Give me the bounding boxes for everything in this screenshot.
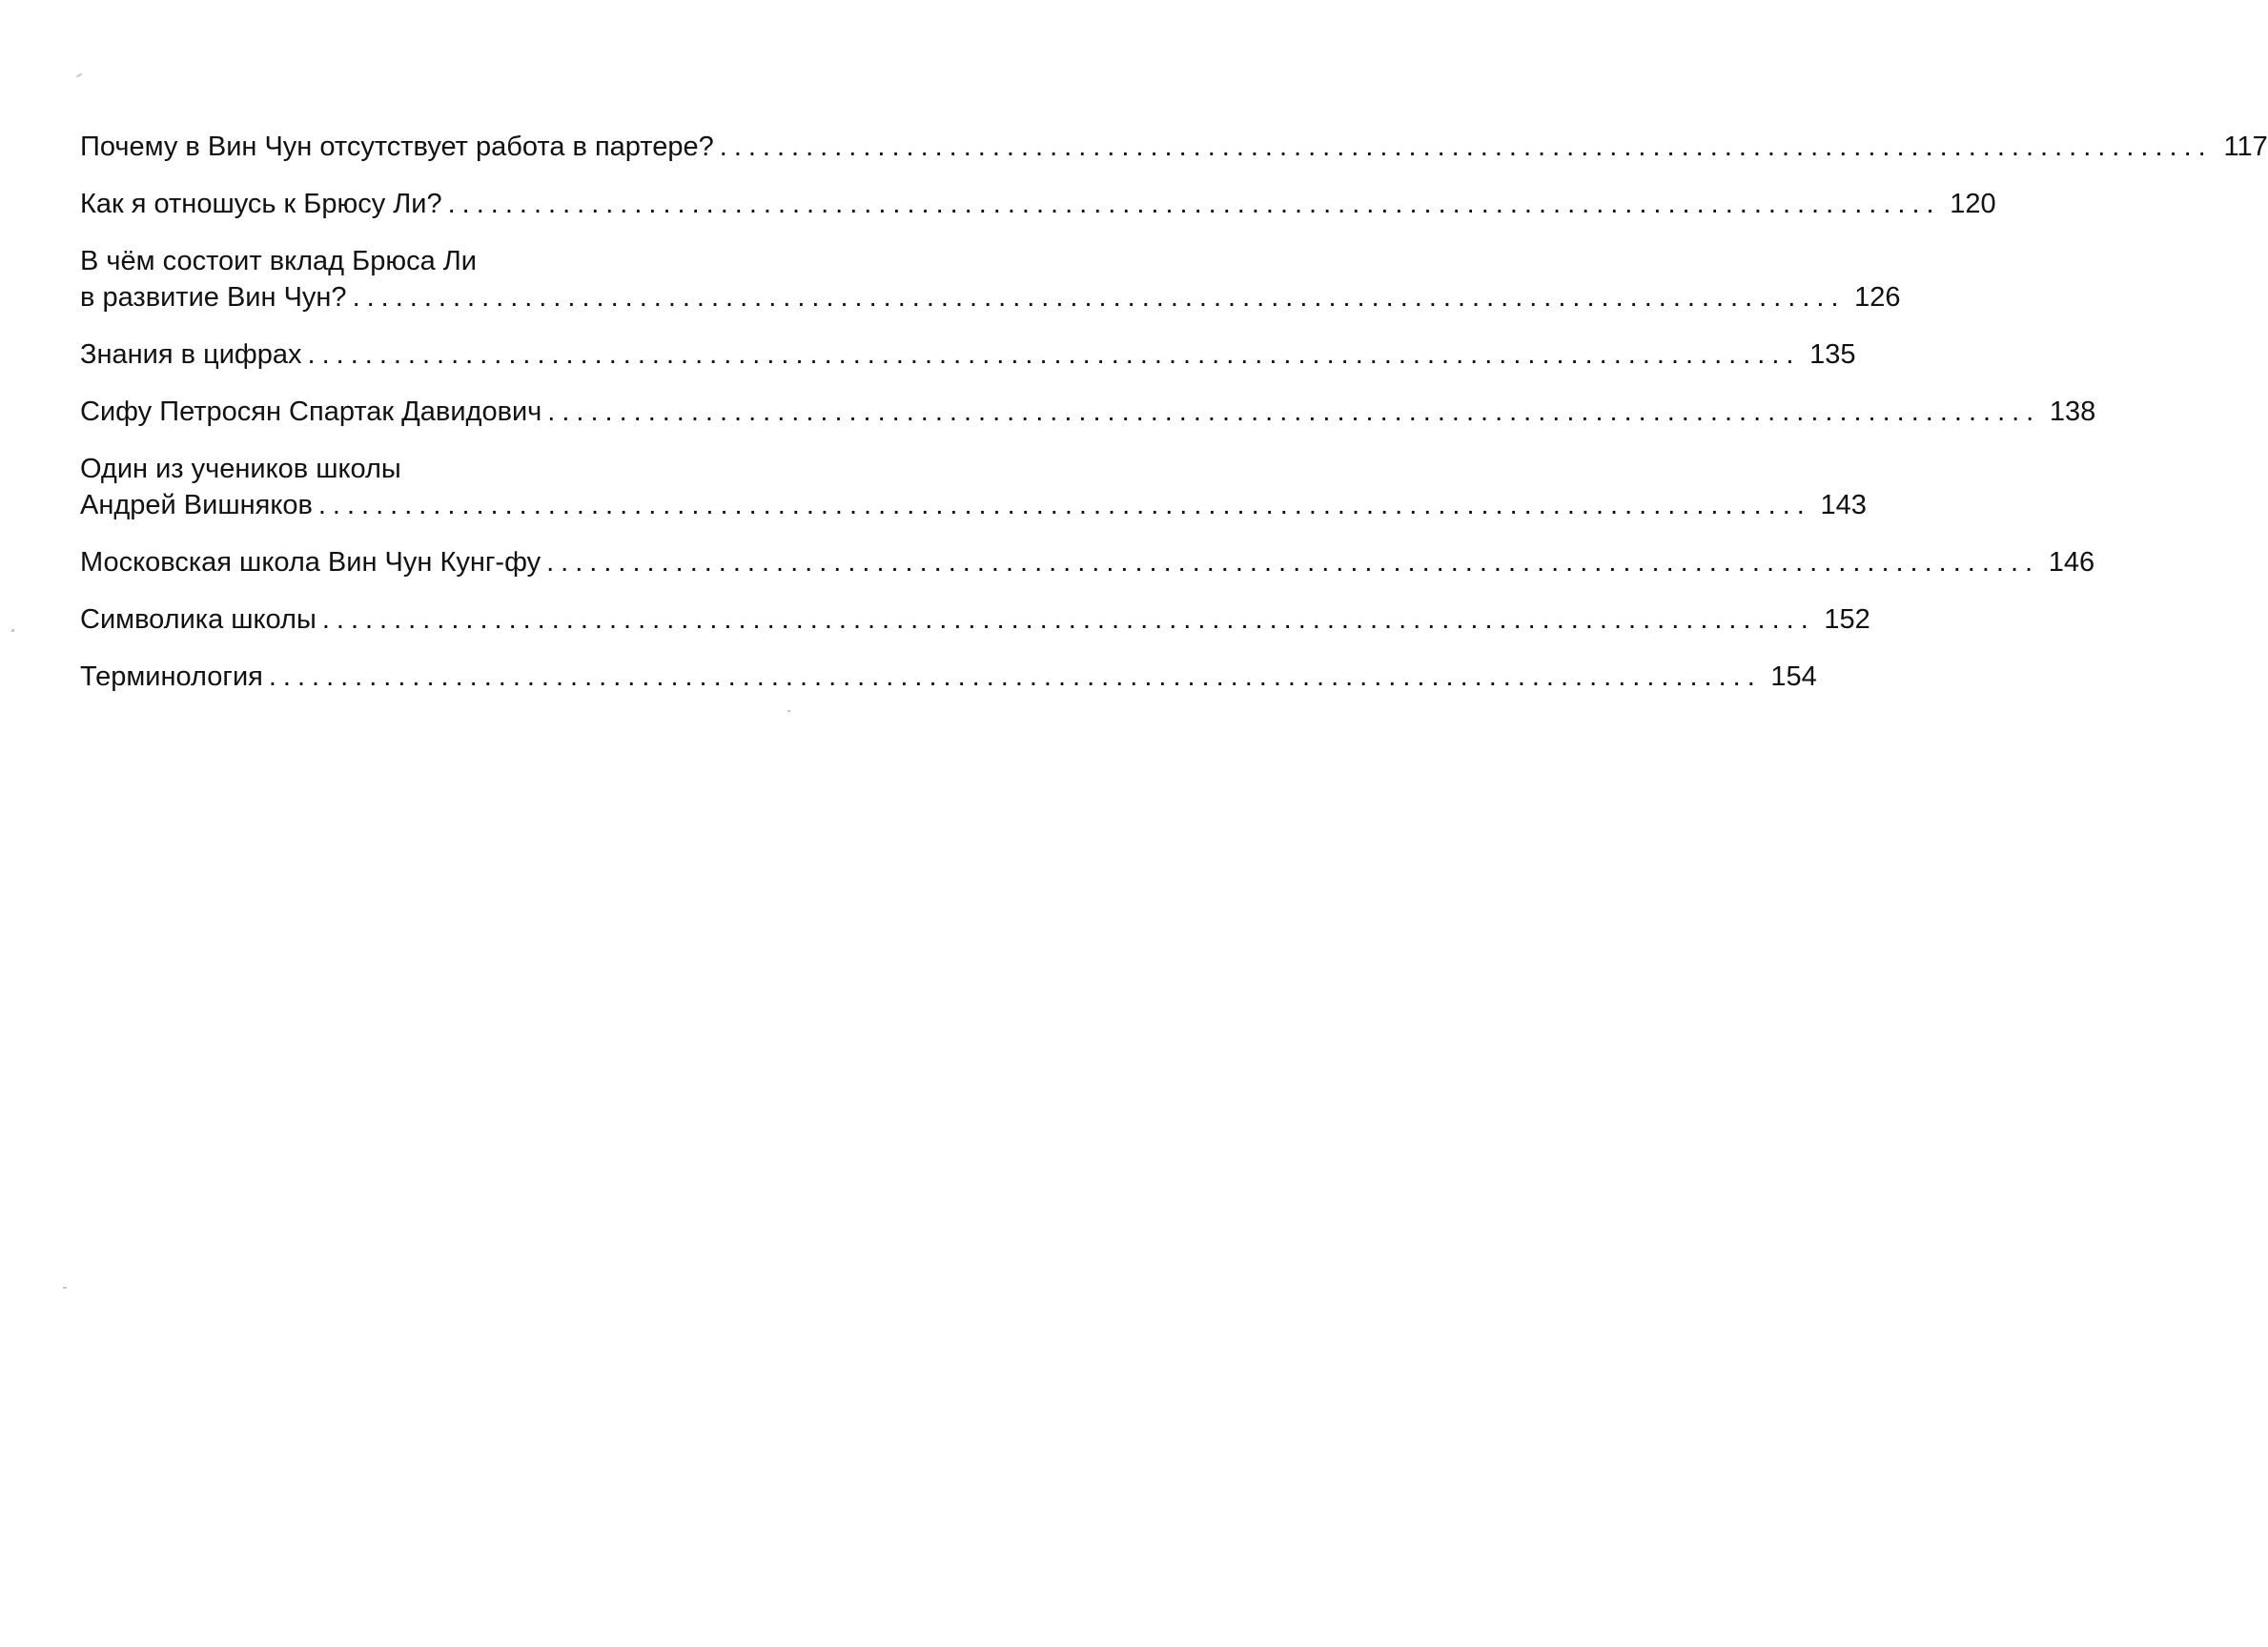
toc-page-number: 135: [1809, 339, 1856, 370]
toc-entry: [80, 396, 2096, 428]
dot-leader: ........................................................................................................: [546, 547, 2040, 578]
toc-entry-title: Сифу Петросян Спартак Давидович: [80, 396, 542, 427]
toc-page-number: 120: [1950, 189, 1996, 219]
dot-leader: ........................................................................................................: [547, 396, 2041, 427]
toc-entry: [80, 246, 1901, 314]
toc-entry: [80, 132, 2268, 163]
toc-entry-title-first-line: В чём состоит вклад Брюса Ли: [80, 246, 477, 276]
toc-entry-title: Как я отношусь к Брюсу Ли?: [80, 189, 442, 219]
dot-leader: ........................................................................................................: [321, 604, 1815, 635]
toc-entry-title: Символика школы: [80, 604, 317, 635]
toc-entry: [80, 547, 2095, 579]
toc-entry: [80, 454, 1867, 521]
table-of-contents: [80, 132, 2268, 719]
toc-entry: [80, 661, 1817, 693]
toc-entry: [80, 604, 1870, 636]
dot-leader: ........................................................................................................: [317, 490, 1811, 520]
toc-page-number: 146: [2048, 547, 2095, 578]
toc-entry-title: Московская школа Вин Чун Кунг-фу: [80, 547, 541, 578]
dot-leader: ........................................................................................................: [447, 189, 1941, 219]
dot-leader: ........................................................................................................: [268, 661, 1762, 692]
toc-entry-title: в развитие Вин Чун?: [80, 282, 347, 313]
toc-entry-title: Почему в Вин Чун отсутствует работа в партере?: [80, 132, 714, 162]
scan-speck: [76, 73, 82, 78]
toc-page-number: 152: [1824, 604, 1870, 635]
toc-page-number: 143: [1820, 490, 1867, 520]
toc-page-number: 138: [2049, 396, 2096, 427]
scan-speck: [11, 629, 14, 632]
toc-entry-title-first-line: Один из учеников школы: [80, 454, 401, 484]
toc-entry-title: Терминология: [80, 661, 263, 692]
dot-leader: ........................................................................................................: [352, 282, 1846, 313]
scan-speck: [63, 1287, 67, 1289]
toc-entry-title: Знания в цифрах: [80, 339, 302, 370]
dot-leader: ........................................................................................................: [719, 132, 2213, 162]
toc-entry: [80, 189, 1996, 220]
toc-page-number: 154: [1770, 661, 1817, 692]
dot-leader: ........................................................................................................: [307, 339, 1801, 370]
toc-entry-title: Андрей Вишняков: [80, 490, 313, 520]
toc-entry: [80, 339, 1856, 371]
toc-page-number: 117: [2223, 132, 2268, 162]
toc-page-number: 126: [1854, 282, 1901, 313]
